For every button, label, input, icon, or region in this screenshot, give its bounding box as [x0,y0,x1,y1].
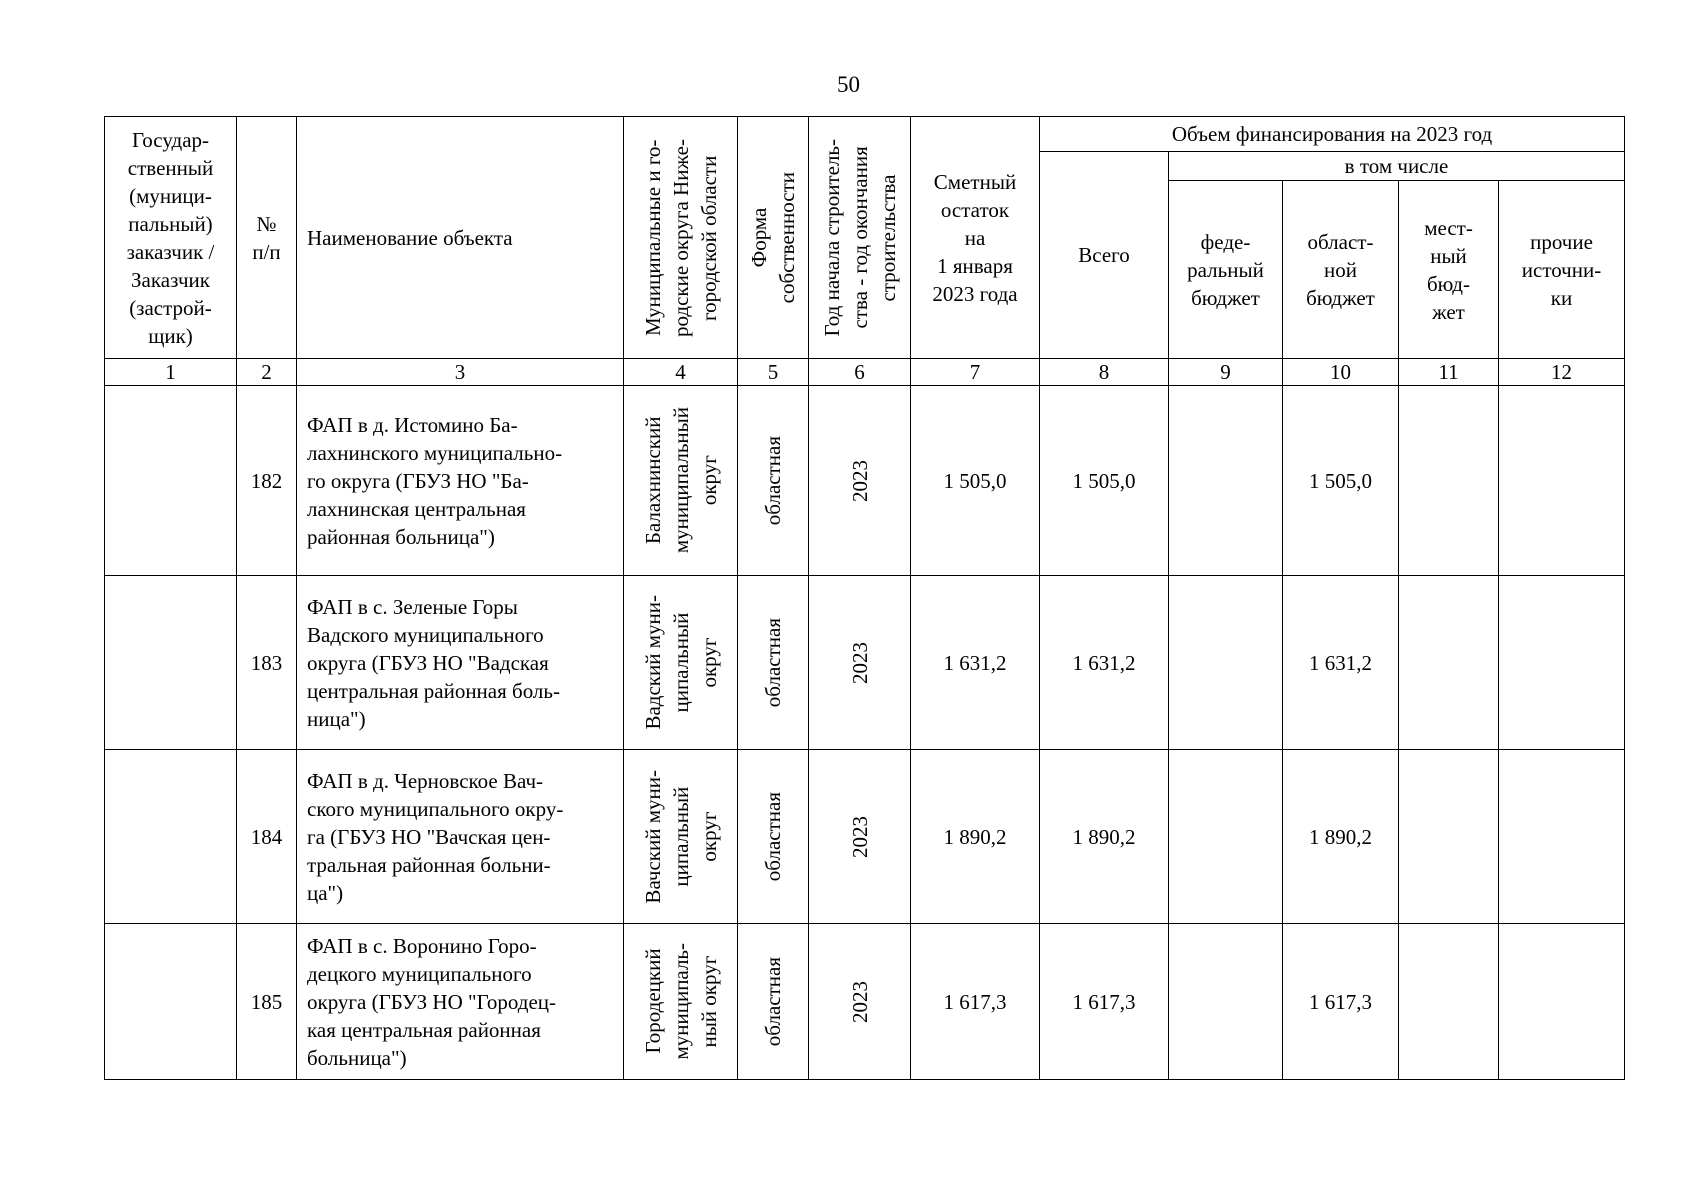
column-number: 11 [1399,359,1499,386]
object-name: ФАП в с. Зеленые Горы Вадского муниципального округа (ГБУЗ НО "Вадская центральная районная боль- ница") [297,576,624,750]
other-cell [1499,924,1625,1080]
table-row [105,750,1625,924]
years-cell: 2023 [809,924,911,1080]
ownership-cell: областная [738,750,809,924]
estimate-cell: 1 617,3 [911,924,1040,1080]
object-name: ФАП в д. Истомино Ба- лахнинского муниципально- го округа (ГБУЗ НО "Ба- лахнинская центральная районная больница") [297,386,624,576]
column-number: 8 [1040,359,1169,386]
estimate-cell: 1 631,2 [911,576,1040,750]
object-name: ФАП в д. Черновское Вач- ского муниципального окру- га (ГБУЗ НО "Вачская цен- тральная районная больни- ца") [297,750,624,924]
regional-cell: 1 505,0 [1283,386,1399,576]
customer-cell [105,386,237,576]
federal-cell [1169,386,1283,576]
financing-table [104,116,1625,1080]
header-years: Год начала строитель- ства - год окончания строительства [809,117,911,359]
header-estimate: Сметный остаток на 1 января 2023 года [911,117,1040,359]
other-cell [1499,576,1625,750]
regional-cell: 1 617,3 [1283,924,1399,1080]
total-cell: 1 505,0 [1040,386,1169,576]
federal-cell [1169,750,1283,924]
local-cell [1399,386,1499,576]
column-number: 12 [1499,359,1625,386]
federal-cell [1169,576,1283,750]
ownership-cell: областная [738,576,809,750]
local-cell [1399,924,1499,1080]
column-number: 3 [297,359,624,386]
years-cell: 2023 [809,750,911,924]
other-cell [1499,386,1625,576]
header-ownership: Форма собственности [738,117,809,359]
customer-cell [105,924,237,1080]
row-number: 182 [237,386,297,576]
total-cell: 1 890,2 [1040,750,1169,924]
row-number: 183 [237,576,297,750]
local-cell [1399,576,1499,750]
column-number: 10 [1283,359,1399,386]
column-number: 1 [105,359,237,386]
customer-cell [105,750,237,924]
table-row [105,386,1625,576]
column-number: 9 [1169,359,1283,386]
page-number: 50 [837,72,860,97]
column-number: 7 [911,359,1040,386]
column-number: 2 [237,359,297,386]
header-municipality: Муниципальные и го- родские округа Ниже- городской области [624,117,738,359]
object-name: ФАП в с. Воронино Горо- децкого муниципального округа (ГБУЗ НО "Городец- кая центральная районная больница") [297,924,624,1080]
table-row [105,576,1625,750]
header-name: Наименование объекта [297,117,624,359]
municipality-cell: Вачский муни- ципальный округ [624,750,738,924]
years-cell: 2023 [809,576,911,750]
row-number: 185 [237,924,297,1080]
municipality-cell: Балахнинский муниципальный округ [624,386,738,576]
regional-cell: 1 890,2 [1283,750,1399,924]
years-cell: 2023 [809,386,911,576]
column-number: 6 [809,359,911,386]
header-regional: област- ной бюджет [1283,181,1399,359]
ownership-cell: областная [738,924,809,1080]
ownership-cell: областная [738,386,809,576]
federal-cell [1169,924,1283,1080]
header-including: в том числе [1169,152,1625,181]
regional-cell: 1 631,2 [1283,576,1399,750]
header-other: прочие источни- ки [1499,181,1625,359]
other-cell [1499,750,1625,924]
column-number-row [105,359,1625,386]
estimate-cell: 1 890,2 [911,750,1040,924]
total-cell: 1 631,2 [1040,576,1169,750]
header-num: № п/п [237,117,297,359]
column-number: 5 [738,359,809,386]
local-cell [1399,750,1499,924]
table-row [105,924,1625,1080]
municipality-cell: Городецкий муниципаль- ный округ [624,924,738,1080]
municipality-cell: Вадский муни- ципальный округ [624,576,738,750]
estimate-cell: 1 505,0 [911,386,1040,576]
header-customer: Государ- ственный (муници- пальный) заказчик / Заказчик (застрой- щик) [105,117,237,359]
total-cell: 1 617,3 [1040,924,1169,1080]
row-number: 184 [237,750,297,924]
header-financing: Объем финансирования на 2023 год [1040,117,1625,152]
column-number: 4 [624,359,738,386]
header-total: Всего [1040,152,1169,359]
header-local: мест- ный бюд- жет [1399,181,1499,359]
header-federal: феде- ральный бюджет [1169,181,1283,359]
customer-cell [105,576,237,750]
